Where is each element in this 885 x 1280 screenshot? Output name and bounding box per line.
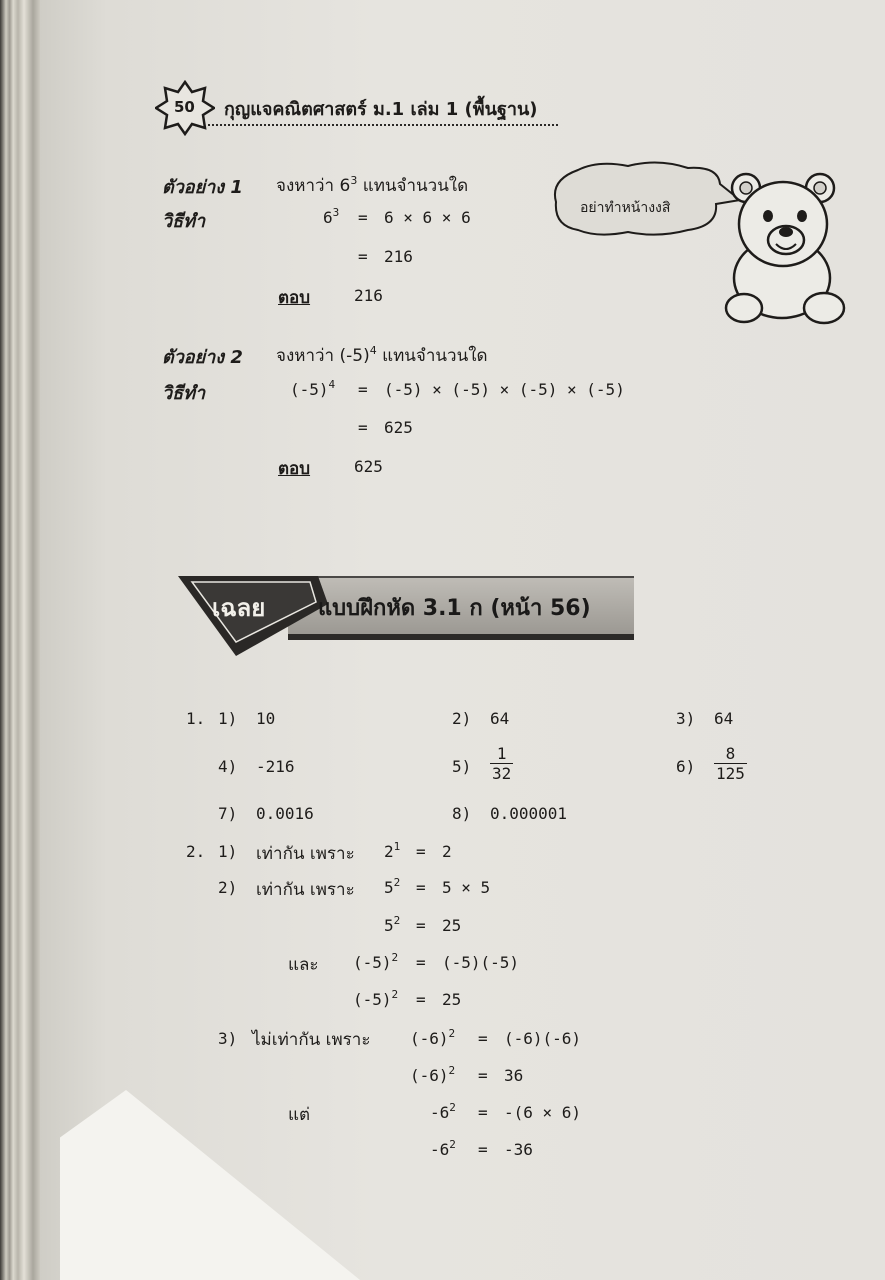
q2-p2-lhs: $(-5)^2$ [353,951,399,972]
q2-part-text: ไม่เท่ากัน เพราะ [252,1030,371,1050]
fraction-numerator: 8 [725,744,736,763]
header-dotted-rule [208,124,558,126]
q2-p1-eq: = [416,842,426,861]
q2-part-text: เท่ากัน เพราะ [256,880,355,900]
q2-p3-rhs: -36 [504,1140,533,1159]
q1-item-label: 5) [452,757,472,776]
fraction-denominator: 32 [492,764,512,783]
q2-p2-lhs: $(-5)^2$ [353,988,399,1009]
q2-p2-rhs: 5 × 5 [442,878,491,897]
example1-eq1: = [358,208,368,227]
example2-step1: (-5) × (-5) × (-5) × (-5) [384,380,625,399]
teddy-bear-icon [724,168,850,333]
example1-question: จงหาว่า $6^3$ แทนจำนวนใด [276,174,469,196]
fraction-denominator: 125 [716,764,745,783]
q2-p3-lhs: $(-6)^2$ [410,1027,456,1048]
q1-item-label: 4) [218,757,238,776]
q2-p3-lhs: $-6^2$ [430,1138,456,1159]
q1-item-label: 3) [676,709,696,728]
example1-answer-label: ตอบ [278,288,311,308]
example2-lhs: $(-5)^4$ [290,378,336,399]
q2-p3-eq: = [478,1140,488,1159]
q1-item-value: 64 [714,709,734,728]
q1-fraction [490,744,513,783]
q2-p2-and: และ [288,955,319,975]
q2-p3-rhs: -(6 × 6) [504,1103,582,1122]
q1-fraction [714,744,747,783]
q2-p3-rhs: 36 [504,1066,524,1085]
example1-answer: 216 [354,286,383,305]
example1-title: ตัวอย่าง 1 [162,177,243,198]
q2-p2-rhs: 25 [442,916,462,935]
q2-p2-eq: = [416,878,426,897]
q1-item-label: 2) [452,709,472,728]
q1-item-value: 0.0016 [256,804,314,823]
q1-number: 1. [186,709,206,728]
example1-method-label: วิธีทำ [162,211,206,232]
q2-part-text: เท่ากัน เพราะ [256,844,355,864]
q2-number: 2. [186,842,206,861]
q2-p2-lhs: $5^2$ [384,876,401,897]
fraction-numerator: 1 [496,744,507,763]
q1-item-value: 0.000001 [490,804,568,823]
page-number: 50 [174,98,195,116]
q2-p3-eq: = [478,1103,488,1122]
q1-item-value: 64 [490,709,510,728]
q2-p2-eq: = [416,916,426,935]
answer-banner [178,576,634,638]
bubble-text: อย่าทำหน้างงสิ [580,200,671,216]
example2-eq1: = [358,380,368,399]
q1-item-label: 7) [218,804,238,823]
q2-part-label: 2) [218,878,238,897]
q2-p3-eq: = [478,1029,488,1048]
banner-tag: เฉลย [212,594,266,622]
q2-p2-eq: = [416,953,426,972]
q2-p2-rhs: (-5)(-5) [442,953,520,972]
example1-eq2: = [358,247,368,266]
q2-p3-lhs: $(-6)^2$ [410,1064,456,1085]
q2-part-label: 3) [218,1029,238,1048]
q2-p2-lhs: $5^2$ [384,914,401,935]
banner-title: แบบฝึกหัด 3.1 ก (หน้า 56) [318,596,591,621]
q2-p3-eq: = [478,1066,488,1085]
example2-question: จงหาว่า $(-5)^4$ แทนจำนวนใด [276,344,488,366]
q1-item-label: 1) [218,709,238,728]
q1-item-value: -216 [256,757,295,776]
example2-answer-label: ตอบ [278,459,311,479]
example2-answer: 625 [354,457,383,476]
example1-step1: 6 × 6 × 6 [384,208,471,227]
example2-title: ตัวอย่าง 2 [162,347,243,368]
q2-p1-rhs: 2 [442,842,452,861]
q2-p1-lhs: $2^1$ [384,840,401,861]
q2-p3-lhs: $-6^2$ [430,1101,456,1122]
q2-p3-rhs: (-6)(-6) [504,1029,582,1048]
example2-method-label: วิธีทำ [162,383,206,404]
example2-step2: 625 [384,418,413,437]
q2-part-label: 1) [218,842,238,861]
book-title: กุญแจคณิตศาสตร์ ม.1 เล่ม 1 (พื้นฐาน) [224,99,538,120]
q2-p2-eq: = [416,990,426,1009]
example1-lhs: $6^3$ [323,206,340,227]
q1-item-label: 8) [452,804,472,823]
q2-p3-but: แต่ [288,1105,310,1125]
q2-p2-rhs: 25 [442,990,462,1009]
example2-eq2: = [358,418,368,437]
example1-step2: 216 [384,247,413,266]
q1-item-value: 10 [256,709,276,728]
q1-item-label: 6) [676,757,696,776]
